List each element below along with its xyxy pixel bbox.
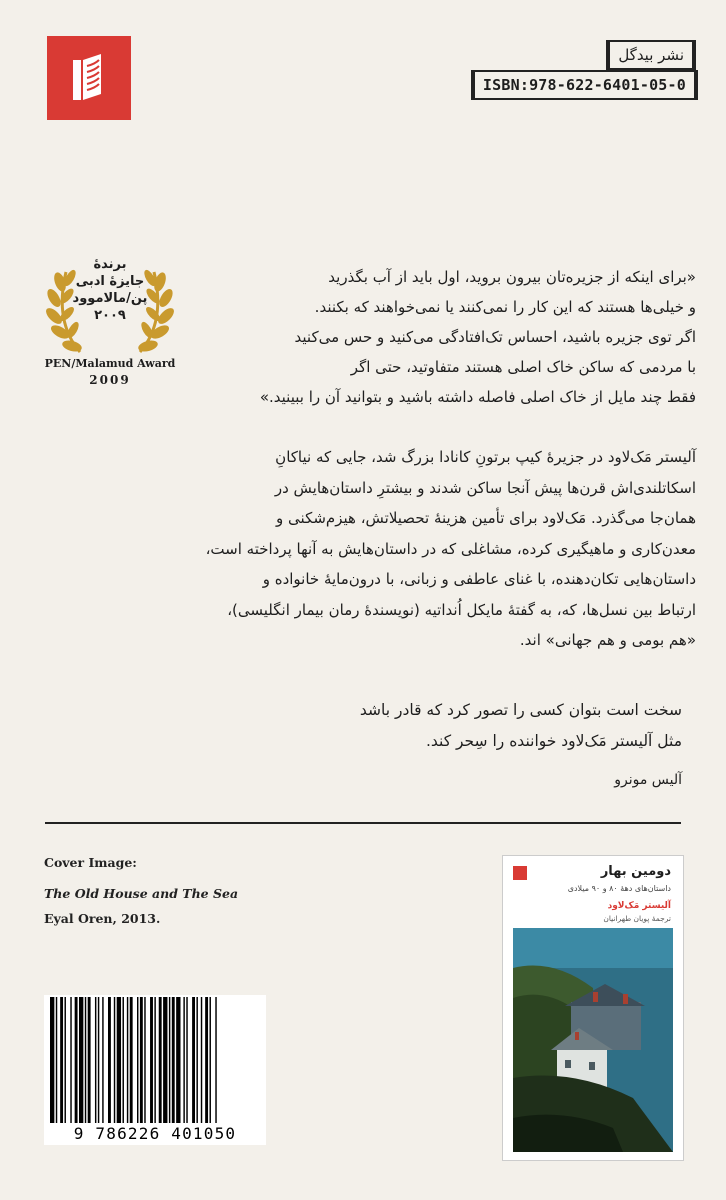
barcode-bar xyxy=(117,997,121,1123)
barcode-bar xyxy=(75,997,78,1123)
quote-line: «برای اینکه از جزیره‌تان بیرون بروید، اول باید از آب بگذرید xyxy=(328,268,696,286)
barcode-bar xyxy=(172,997,175,1123)
barcode-bar xyxy=(79,997,83,1123)
barcode-bar xyxy=(137,997,138,1123)
publisher-name: نشر بیدگل xyxy=(606,40,696,70)
barcode-bar xyxy=(95,997,96,1123)
barcode-bar xyxy=(60,997,63,1123)
quote-line: اگر توی جزیره باشید، احساس تک‌افتادگی می‌کنید و حس می‌کنید xyxy=(294,328,696,346)
barcode-bar xyxy=(169,997,170,1123)
award-line: ۲۰۰۹ xyxy=(94,308,126,323)
thumb-author: آلیستر مَک‌لاود xyxy=(607,901,671,911)
barcode-bar xyxy=(144,997,145,1123)
review-blurb xyxy=(200,695,682,757)
barcode-bars xyxy=(44,995,266,1123)
bio-line: ارتباط بین نسل‌ها، که، به گفتهٔ مایکل اُنداتیه (نویسندهٔ رمان بیمار انگلیسی)، xyxy=(227,600,696,619)
barcode-bar xyxy=(85,997,86,1123)
barcode-digits: 9 786226 401050 xyxy=(44,1123,266,1145)
barcode-bar xyxy=(210,997,211,1123)
award-line: جایزهٔ ادبی xyxy=(75,274,145,289)
barcode-bar xyxy=(65,997,66,1123)
barcode-bar xyxy=(98,997,99,1123)
quote-line: و خیلی‌ها هستند که این کار را نمی‌کنند یا نمی‌خواهند که بکنند. xyxy=(314,298,696,316)
barcode-bar xyxy=(192,997,195,1123)
barcode-bar xyxy=(130,997,133,1123)
barcode-bar xyxy=(159,997,162,1123)
thumb-title: دومین بهار xyxy=(600,864,671,879)
barcode-bar xyxy=(114,997,115,1123)
award-english-name: PEN/Malamud Award xyxy=(44,357,176,370)
barcode-bar xyxy=(205,997,208,1123)
award-year: 2009 xyxy=(89,373,131,387)
quote-line: با مردمی که ساکن خاک اصلی هستند متفاوتید، حتی اگر xyxy=(350,358,696,376)
bio-line: همان‌جا می‌گذرد. مَک‌لاود برای تأمین هزینهٔ تحصیلاتش، هیزم‌شکنی و xyxy=(276,509,696,527)
barcode-bar xyxy=(176,997,180,1123)
barcode-bar xyxy=(70,997,71,1123)
bio-line: معدن‌کاری و ماهیگیری کرده، مشاغلی که در داستان‌هایش به آنها پرداخته است، xyxy=(205,539,696,558)
divider xyxy=(45,822,681,824)
publisher-mini-logo xyxy=(513,866,527,880)
barcode-bar xyxy=(154,997,155,1123)
credit-label: Cover Image: xyxy=(44,855,137,870)
bio-line: «هم بومی و هم جهانی» اند. xyxy=(519,631,696,649)
barcode-bar xyxy=(186,997,187,1123)
award-line: پن/مالاموود xyxy=(72,291,148,306)
bio-line: داستان‌هایی تکان‌دهنده، با غنای عاطفی و زبانی، با درون‌مایهٔ خانواده و xyxy=(262,570,696,588)
front-cover-thumbnail xyxy=(502,855,684,1161)
award-line: برندهٔ xyxy=(93,257,127,272)
bio-line: آلیستر مَک‌لاود در جزیرهٔ کیپ برتونِ کانادا بزرگ شد، جایی که نیاکانِ xyxy=(275,448,696,466)
blurb-attribution: آلیس مونرو xyxy=(614,772,682,788)
thumb-subtitle: داستان‌های دههٔ ۸۰ و ۹۰ میلادی xyxy=(567,884,671,893)
barcode-bar xyxy=(150,997,153,1123)
bio-line: اسکاتلندی‌اش قرن‌ها پیش آنجا ساکن شدند و بیشترِ داستان‌هایش در xyxy=(274,478,696,497)
book-leaf-icon xyxy=(47,36,131,120)
barcode-bar xyxy=(127,997,128,1123)
barcode xyxy=(44,995,266,1145)
award-badge xyxy=(40,252,180,392)
barcode-bar xyxy=(102,997,103,1123)
thumb-translator: ترجمهٔ پویان طهرانیان xyxy=(603,914,671,923)
author-bio xyxy=(44,442,696,656)
cover-image-credit xyxy=(44,850,238,931)
isbn-label: ISBN:978-622-6401-05-0 xyxy=(471,70,698,100)
credit-artist: Eyal Oren, 2013. xyxy=(44,911,161,926)
barcode-bar xyxy=(201,997,202,1123)
barcode-bar xyxy=(140,997,143,1123)
publisher-logo xyxy=(47,36,131,120)
barcode-bar xyxy=(56,997,57,1123)
barcode-bar xyxy=(88,997,91,1123)
credit-title: The Old House and The Sea xyxy=(44,886,239,901)
author-quote xyxy=(210,262,696,412)
barcode-bar xyxy=(123,997,124,1123)
blurb-line: سخت است بتوان کسی را تصور کرد که قادر باشد xyxy=(359,701,682,719)
barcode-bar xyxy=(50,997,54,1123)
barcode-bar xyxy=(215,997,216,1123)
barcode-bar xyxy=(183,997,184,1123)
barcode-bar xyxy=(196,997,197,1123)
quote-line: فقط چند مایل از خاک اصلی فاصله داشته باشید و بتوانید آن را ببینید.» xyxy=(259,388,696,406)
barcode-bar xyxy=(108,997,111,1123)
cover-painting xyxy=(513,928,673,1152)
blurb-line: مثل آلیستر مَک‌لاود خواننده را سِحر کند. xyxy=(425,732,682,750)
award-persian-text xyxy=(68,256,152,324)
barcode-bar xyxy=(163,997,167,1123)
